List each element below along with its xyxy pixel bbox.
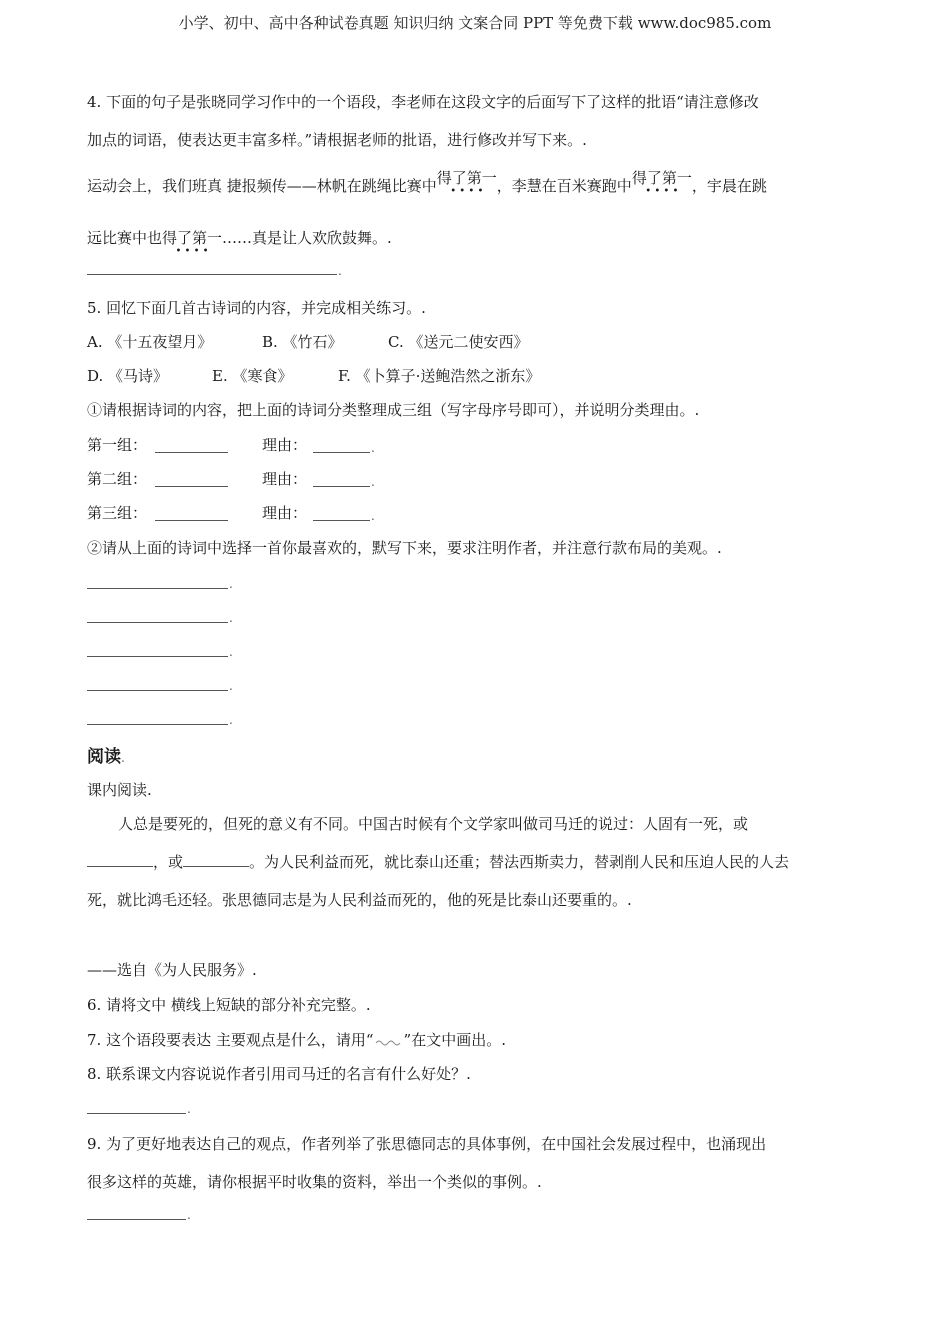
page-header: 小学、初中、高中各种试卷真题 知识归纳 文案合同 PPT 等免费下载 www.doc985.com xyxy=(178,14,772,32)
q5-poem-line-1[interactable] xyxy=(87,588,228,589)
q4-passage-part-a: 运动会上，我们班真 捷报频传——林帆在跳绳比赛中 xyxy=(87,177,437,195)
q9-answer-line[interactable] xyxy=(87,1219,186,1220)
line-end-dot: . xyxy=(371,509,375,523)
q4-emphasized-word-2: 得了第一 • • • • xyxy=(631,169,692,197)
q4-passage2-part-a: 远比赛中也 xyxy=(87,229,163,247)
q5-sub2-prompt: ②请从上面的诗词中选择一首你最喜欢的，默写下来，要求注明作者，并注意行款布局的美观。. xyxy=(87,539,722,557)
q5-poem-line-4[interactable] xyxy=(87,690,228,691)
line-end-dot: . xyxy=(187,1102,191,1116)
line-end-dot: . xyxy=(229,679,233,693)
line-end-dot: . xyxy=(371,475,375,489)
q5-option-e: E. 《寒食》 xyxy=(212,367,293,385)
q5-option-c: C. 《送元二使安西》 xyxy=(388,333,529,351)
q9-prompt-line2: 很多这样的英雄，请你根据平时收集的资料，举出一个类似的事例。. xyxy=(87,1173,542,1191)
emphasis-dots: • • • • xyxy=(175,246,209,257)
line-end-dot: . xyxy=(371,441,375,455)
q5-group3-label: 第三组： xyxy=(87,504,148,522)
q4-passage-line2 xyxy=(87,228,392,257)
reading-blank-1[interactable] xyxy=(87,852,153,867)
emphasis-dots: • • • • xyxy=(645,186,679,197)
q5-group3-reason-line[interactable] xyxy=(313,520,370,521)
q9-prompt-line1: 9. 为了更好地表达自己的观点，作者列举了张思德同志的具体事例，在中国社会发展过程中，也涌现出 xyxy=(87,1135,767,1153)
q8-answer-line[interactable] xyxy=(87,1113,186,1114)
q5-group2-label: 第二组： xyxy=(87,470,148,488)
q5-poem-line-2[interactable] xyxy=(87,622,228,623)
q5-option-d: D. 《马诗》 xyxy=(87,367,169,385)
q5-group3-reason-label: 理由： xyxy=(262,504,308,522)
q5-sub1-prompt: ①请根据诗词的内容，把上面的诗词分类整理成三组（写字母序号即可），并说明分类理由。. xyxy=(87,401,700,419)
reading-source: ——选自《为人民服务》. xyxy=(87,961,257,979)
q5-group2-reason-label: 理由： xyxy=(262,470,308,488)
emphasis-dots: • • • • xyxy=(450,186,484,197)
q5-option-a: A. 《十五夜望月》 xyxy=(87,333,213,351)
q5-group2-reason-line[interactable] xyxy=(313,486,370,487)
q4-answer-line-dot: . xyxy=(338,264,342,278)
reading-blank-2[interactable] xyxy=(183,852,249,867)
q4-passage2-part-b: ……真是让人欢欣鼓舞。. xyxy=(222,229,392,247)
q8-prompt: 8. 联系课文内容说说作者引用司马迁的名言有什么好处？. xyxy=(87,1065,471,1083)
q5-poem-line-3[interactable] xyxy=(87,656,228,657)
q5-option-f: F. 《卜算子·送鲍浩然之浙东》 xyxy=(338,367,541,385)
q4-passage-part-c: ，宇晨在跳 xyxy=(691,177,767,195)
q5-group1-reason-line[interactable] xyxy=(313,452,370,453)
q5-group1-answer-line[interactable] xyxy=(155,452,228,453)
reading-paragraph-line2: ，或 。为人民利益而死，就比泰山还重；替法西斯卖力，替剥削人民和压迫人民的人去 xyxy=(87,852,789,872)
line-end-dot: . xyxy=(229,611,233,625)
q5-title: 5. 回忆下面几首古诗词的内容，并完成相关练习。. xyxy=(87,299,426,317)
wavy-underline-icon xyxy=(374,1035,404,1047)
q4-prompt-line2: 加点的词语，使表达更丰富多样。”请根据老师的批语，进行修改并写下来。. xyxy=(87,131,587,149)
line-end-dot: . xyxy=(229,645,233,659)
q5-group1-label: 第一组： xyxy=(87,436,148,454)
line-end-dot: . xyxy=(229,713,233,727)
line-end-dot: . xyxy=(187,1208,191,1222)
reading-paragraph-line1: 人总是要死的，但死的意义有不同。中国古时候有个文学家叫做司马迁的说过：人固有一死，或 xyxy=(118,815,749,833)
q4-passage-part-b: ，李慧在百米赛跑中 xyxy=(496,177,632,195)
q6-prompt: 6. 请将文中 横线上短缺的部分补充完整。. xyxy=(87,996,371,1014)
q5-option-b: B. 《竹石》 xyxy=(262,333,343,351)
q5-group2-answer-line[interactable] xyxy=(155,486,228,487)
q4-emphasized-word-3: 得了第一 • • • • xyxy=(162,229,223,257)
q5-poem-line-5[interactable] xyxy=(87,724,228,725)
q4-prompt-line1: 4. 下面的句子是张晓同学习作中的一个语段，李老师在这段文字的后面写下了这样的批语“请注意修改 xyxy=(87,93,759,111)
q4-emphasized-word-1: 得了第一 • • • • xyxy=(436,169,497,197)
q5-group3-answer-line[interactable] xyxy=(155,520,228,521)
reading-paragraph-line3: 死，就比鸿毛还轻。张思德同志是为人民利益而死的，他的死是比泰山还要重的。. xyxy=(87,891,632,909)
q4-answer-line[interactable] xyxy=(87,274,337,275)
line-end-dot: . xyxy=(229,577,233,591)
section-heading-reading: 阅读. xyxy=(87,747,125,767)
q7-prompt: 7. 这个语段要表达 主要观点是什么，请用“ ”在文中画出。. xyxy=(87,1031,506,1049)
q5-group1-reason-label: 理由： xyxy=(262,436,308,454)
reading-subheading: 课内阅读. xyxy=(87,781,152,799)
q4-passage-line1 xyxy=(87,169,767,197)
